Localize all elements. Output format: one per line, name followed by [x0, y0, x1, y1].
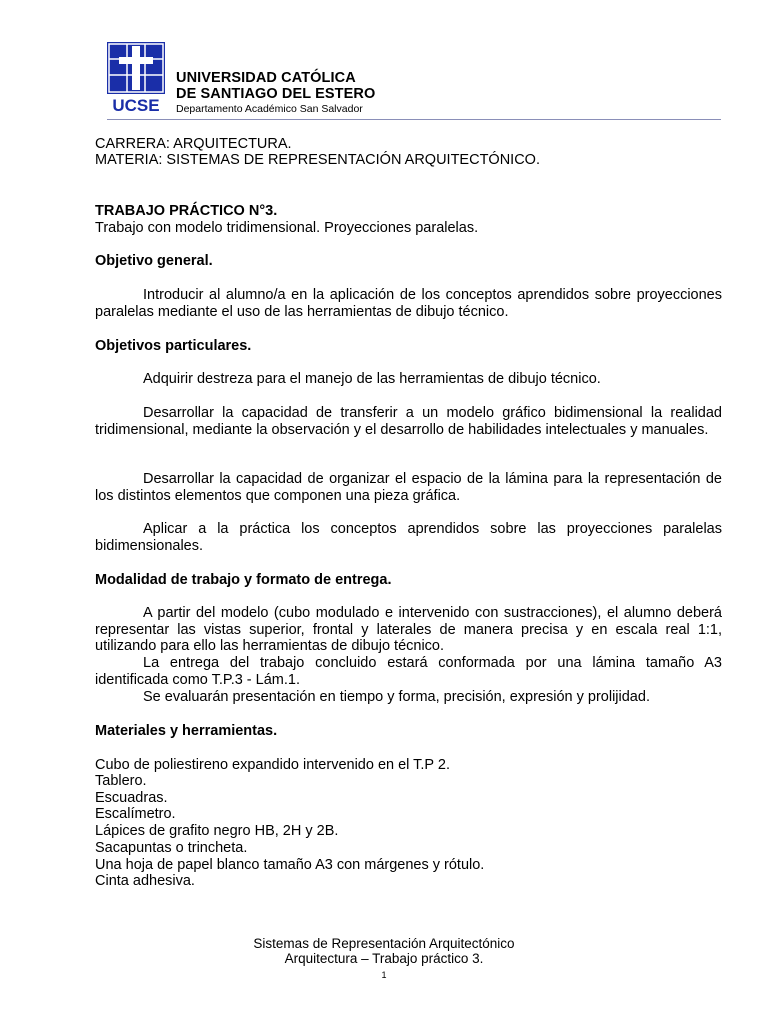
tp-subtitle: Trabajo con modelo tridimensional. Proyecciones paralelas.	[95, 220, 479, 236]
carrera-line: CARRERA: ARQUITECTURA.	[95, 136, 292, 152]
material-item: Escuadras.	[95, 790, 168, 806]
material-item: Escalímetro.	[95, 806, 176, 822]
modalidad-paragraph: A partir del modelo (cubo modulado e intervenido con sustracciones), el alumno deberá representar las vistas superior, frontal y laterales de manera precisa y en escala real 1:1, utilizando para ello las herramientas de dibujo técnico.	[95, 605, 722, 654]
ucse-logo	[107, 42, 165, 114]
objetivo-particular-item: Desarrollar la capacidad de transferir a un modelo gráfico bidimensional la realidad tridimensional, mediante la observación y el desarrollo de habilidades intelectuales y manuales.	[95, 405, 722, 438]
material-item: Cinta adhesiva.	[95, 873, 195, 889]
university-name-line2: DE SANTIAGO DEL ESTERO	[176, 86, 376, 102]
section-heading-materiales: Materiales y herramientas.	[95, 723, 278, 739]
section-heading-modalidad: Modalidad de trabajo y formato de entrega.	[95, 572, 392, 588]
footer-subject: Sistemas de Representación Arquitectónico	[253, 936, 515, 951]
section-heading-objetivo-general: Objetivo general.	[95, 253, 213, 269]
header-divider	[107, 119, 721, 120]
tp-title: TRABAJO PRÁCTICO N°3.	[95, 203, 278, 219]
material-item: Tablero.	[95, 773, 147, 789]
material-item: Lápices de grafito negro HB, 2H y 2B.	[95, 823, 339, 839]
footer-course: Arquitectura – Trabajo práctico 3.	[284, 951, 484, 966]
objetivo-general-text: Introducir al alumno/a en la aplicación de los conceptos aprendidos sobre proyecciones paralelas mediante el uso de las herramientas de dibujo técnico.	[95, 287, 722, 320]
material-item: Una hoja de papel blanco tamaño A3 con márgenes y rótulo.	[95, 857, 485, 873]
modalidad-paragraph: Se evaluarán presentación en tiempo y forma, precisión, expresión y prolijidad.	[143, 689, 650, 705]
university-name-line1: UNIVERSIDAD CATÓLICA	[176, 70, 356, 86]
material-item: Cubo de poliestireno expandido intervenido en el T.P 2.	[95, 757, 450, 773]
materia-line: MATERIA: SISTEMAS DE REPRESENTACIÓN ARQUITECTÓNICO.	[95, 152, 540, 168]
objetivo-particular-item: Desarrollar la capacidad de organizar el espacio de la lámina para la representación de los distintos elementos que componen una pieza gráfica.	[95, 471, 722, 504]
objetivo-particular-item: Aplicar a la práctica los conceptos aprendidos sobre las proyecciones paralelas bidimensionales.	[95, 521, 722, 554]
department-name: Departamento Académico San Salvador	[176, 103, 363, 115]
page-number: 1	[381, 970, 387, 980]
modalidad-paragraph: La entrega del trabajo concluido estará conformada por una lámina tamaño A3 identificada como T.P.3 - Lám.1.	[95, 655, 722, 688]
material-item: Sacapuntas o trincheta.	[95, 840, 248, 856]
section-heading-objetivos-particulares: Objetivos particulares.	[95, 338, 252, 354]
objetivo-particular-item: Adquirir destreza para el manejo de las herramientas de dibujo técnico.	[143, 371, 601, 387]
svg-text:UCSE: UCSE	[112, 96, 160, 114]
